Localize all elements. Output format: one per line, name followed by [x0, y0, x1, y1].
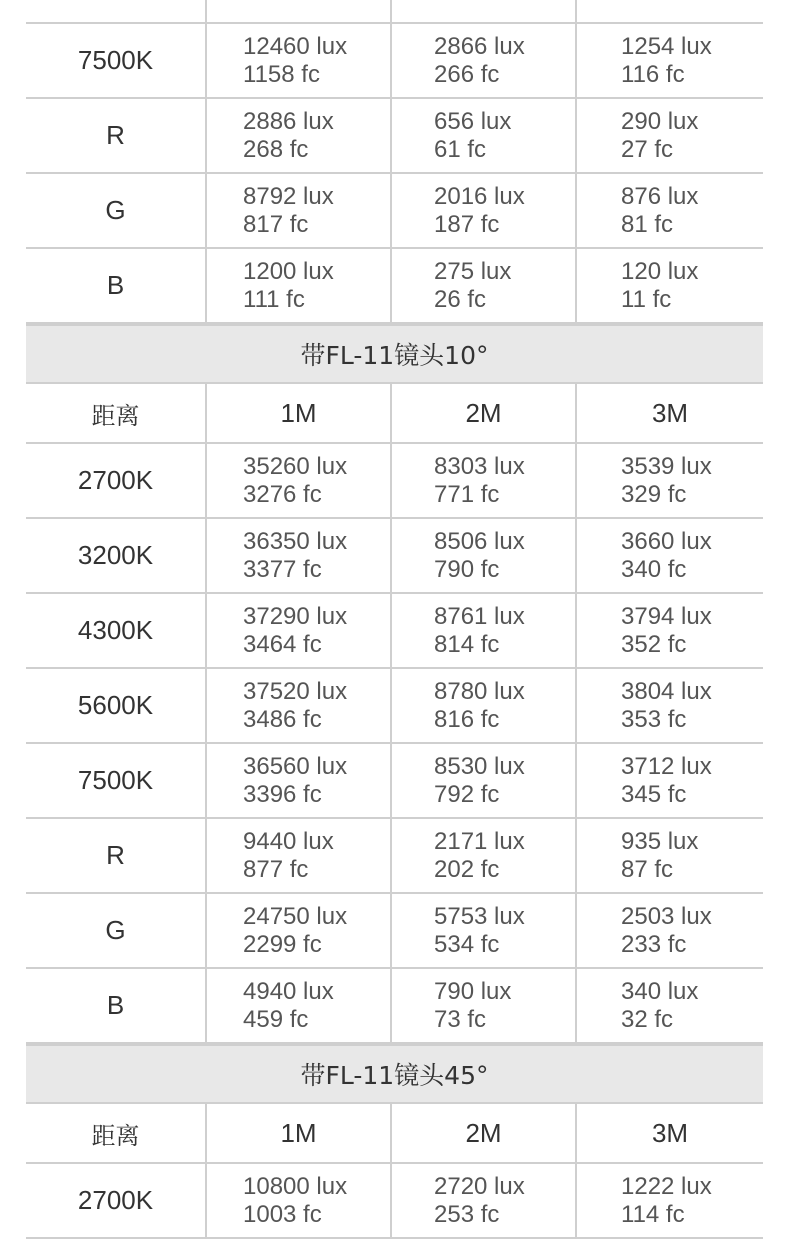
fc-value: 26 fc — [434, 285, 487, 313]
fc-value: 3464 fc — [243, 630, 322, 658]
row-label: 3200K — [26, 519, 207, 592]
table-row — [26, 669, 763, 744]
lux-value: 1200 lux — [243, 257, 334, 285]
value-cell — [577, 444, 763, 517]
lux-value: 37520 lux — [243, 677, 348, 705]
fc-value: 817 fc — [243, 210, 309, 238]
fc-value: 2299 fc — [243, 930, 322, 958]
value-cell — [577, 819, 763, 892]
distance-header: 距离 — [26, 384, 207, 442]
row-label: B — [26, 969, 207, 1042]
row-label: R — [26, 99, 207, 172]
lux-value: 3794 lux — [621, 602, 712, 630]
lux-value: 2720 lux — [434, 1172, 525, 1200]
lux-value: 4940 lux — [243, 977, 334, 1005]
fc-value: 3486 fc — [243, 705, 322, 733]
row-label: G — [26, 894, 207, 967]
lux-value: 2016 lux — [434, 182, 525, 210]
fc-value: 345 fc — [621, 780, 687, 808]
lux-value: 876 lux — [621, 182, 699, 210]
lux-value: 2886 lux — [243, 107, 334, 135]
row-label: 5600K — [26, 669, 207, 742]
value-cell — [392, 669, 577, 742]
value-cell — [207, 819, 392, 892]
row-label — [26, 0, 207, 22]
value-cell — [392, 444, 577, 517]
value-cell — [392, 1164, 577, 1237]
lux-value: 8780 lux — [434, 677, 525, 705]
column-header-row — [26, 1104, 763, 1164]
lux-value: 3804 lux — [621, 677, 712, 705]
row-label: R — [26, 819, 207, 892]
value-cell — [392, 744, 577, 817]
table-row — [26, 0, 763, 24]
lux-value: 2866 lux — [434, 32, 525, 60]
value-cell — [577, 669, 763, 742]
lux-value: 3712 lux — [621, 752, 712, 780]
value-cell — [207, 24, 392, 97]
lux-value: 35260 lux — [243, 452, 348, 480]
row-label: 7500K — [26, 24, 207, 97]
fc-value: 877 fc — [243, 855, 309, 883]
fc-value: 114 fc — [621, 1200, 685, 1228]
row-label: G — [26, 174, 207, 247]
lux-value: 340 lux — [621, 977, 699, 1005]
value-cell — [577, 969, 763, 1042]
fc-value: 3276 fc — [243, 480, 322, 508]
value-cell — [392, 174, 577, 247]
fc-value: 187 fc — [434, 210, 500, 238]
fc-value: 81 fc — [621, 210, 674, 238]
value-cell — [577, 594, 763, 667]
table-row — [26, 969, 763, 1044]
lux-value: 24750 lux — [243, 902, 348, 930]
fc-value: 1158 fc — [243, 60, 320, 88]
fc-value: 73 fc — [434, 1005, 487, 1033]
table-row — [26, 894, 763, 969]
lux-value: 1222 lux — [621, 1172, 712, 1200]
fc-value: 1003 fc — [243, 1200, 322, 1228]
lux-value: 3539 lux — [621, 452, 712, 480]
table-row — [26, 249, 763, 324]
lux-value: 2171 lux — [434, 827, 525, 855]
fc-value: 11 fc — [621, 285, 672, 313]
lux-value: 790 lux — [434, 977, 512, 1005]
value-cell — [207, 99, 392, 172]
value-cell — [207, 249, 392, 322]
value-cell — [207, 519, 392, 592]
value-cell — [392, 594, 577, 667]
table-row — [26, 594, 763, 669]
distance-header: 距离 — [26, 1104, 207, 1162]
value-cell — [577, 519, 763, 592]
fc-value: 268 fc — [243, 135, 309, 163]
fc-value: 111 fc — [243, 285, 305, 313]
fc-value: 3377 fc — [243, 555, 322, 583]
lux-value: 36350 lux — [243, 527, 348, 555]
value-cell — [577, 744, 763, 817]
distance-column-header: 1M — [207, 1104, 392, 1162]
lux-value: 8761 lux — [434, 602, 525, 630]
value-cell — [392, 969, 577, 1042]
lux-value: 2503 lux — [621, 902, 712, 930]
fc-value: 202 fc — [434, 855, 500, 883]
table-row — [26, 1164, 763, 1239]
value-cell — [392, 24, 577, 97]
fc-value: 116 fc — [621, 60, 685, 88]
table-row — [26, 24, 763, 99]
value-cell — [577, 24, 763, 97]
fc-value: 61 fc — [434, 135, 487, 163]
value-cell — [207, 894, 392, 967]
fc-value: 792 fc — [434, 780, 500, 808]
fc-value: 534 fc — [434, 930, 500, 958]
lux-value: 8506 lux — [434, 527, 525, 555]
row-label: 4300K — [26, 594, 207, 667]
lux-value: 36560 lux — [243, 752, 348, 780]
distance-column-header: 2M — [392, 1104, 577, 1162]
lux-value: 935 lux — [621, 827, 699, 855]
lux-value: 37290 lux — [243, 602, 348, 630]
fc-value: 352 fc — [621, 630, 687, 658]
value-cell — [392, 819, 577, 892]
lux-value: 3660 lux — [621, 527, 712, 555]
fc-value: 3396 fc — [243, 780, 322, 808]
lux-value: 9440 lux — [243, 827, 334, 855]
lux-value: 8792 lux — [243, 182, 334, 210]
row-label: 2700K — [26, 444, 207, 517]
fc-value: 87 fc — [621, 855, 674, 883]
lux-value: 5753 lux — [434, 902, 525, 930]
value-cell — [392, 894, 577, 967]
lux-value: 10800 lux — [243, 1172, 348, 1200]
fc-value: 814 fc — [434, 630, 500, 658]
value-cell — [392, 99, 577, 172]
fc-value: 790 fc — [434, 555, 500, 583]
value-cell — [577, 174, 763, 247]
value-cell — [577, 0, 763, 22]
table-row — [26, 99, 763, 174]
table-row — [26, 174, 763, 249]
table-row — [26, 744, 763, 819]
fc-value: 27 fc — [621, 135, 674, 163]
lux-value: 8530 lux — [434, 752, 525, 780]
fc-value: 771 fc — [434, 480, 500, 508]
table-row — [26, 819, 763, 894]
value-cell — [207, 969, 392, 1042]
fc-value: 459 fc — [243, 1005, 309, 1033]
value-cell — [207, 174, 392, 247]
value-cell — [207, 1164, 392, 1237]
lux-value: 120 lux — [621, 257, 699, 285]
value-cell — [207, 669, 392, 742]
value-cell — [577, 1164, 763, 1237]
row-label: 7500K — [26, 744, 207, 817]
fc-value: 353 fc — [621, 705, 687, 733]
value-cell — [207, 594, 392, 667]
lux-value: 8303 lux — [434, 452, 525, 480]
distance-column-header: 2M — [392, 384, 577, 442]
distance-column-header: 1M — [207, 384, 392, 442]
distance-column-header: 3M — [651, 1117, 689, 1148]
lux-value: 656 lux — [434, 107, 512, 135]
value-cell — [392, 0, 577, 22]
table-row — [26, 444, 763, 519]
row-label: 2700K — [26, 1164, 207, 1237]
value-cell — [577, 99, 763, 172]
lux-value: 1254 lux — [621, 32, 712, 60]
fc-value: 233 fc — [621, 930, 687, 958]
fc-value: 266 fc — [434, 60, 500, 88]
section-title: 带FL-11镜头45° — [26, 1044, 763, 1104]
section-title: 带FL-11镜头10° — [26, 324, 763, 384]
fc-value: 253 fc — [434, 1200, 500, 1228]
fc-value: 816 fc — [434, 705, 500, 733]
value-cell — [577, 249, 763, 322]
column-header-row — [26, 384, 763, 444]
lux-value: 275 lux — [434, 257, 512, 285]
fc-value: 340 fc — [621, 555, 687, 583]
value-cell — [207, 0, 392, 22]
row-label: B — [26, 249, 207, 322]
value-cell — [207, 444, 392, 517]
table-row — [26, 519, 763, 594]
distance-column-header: 3M — [651, 397, 689, 428]
value-cell — [577, 894, 763, 967]
lux-value: 290 lux — [621, 107, 699, 135]
value-cell — [392, 519, 577, 592]
illuminance-table — [26, 0, 763, 1239]
lux-value: 12460 lux — [243, 32, 348, 60]
value-cell — [207, 744, 392, 817]
fc-value: 329 fc — [621, 480, 687, 508]
fc-value: 32 fc — [621, 1005, 674, 1033]
value-cell — [392, 249, 577, 322]
